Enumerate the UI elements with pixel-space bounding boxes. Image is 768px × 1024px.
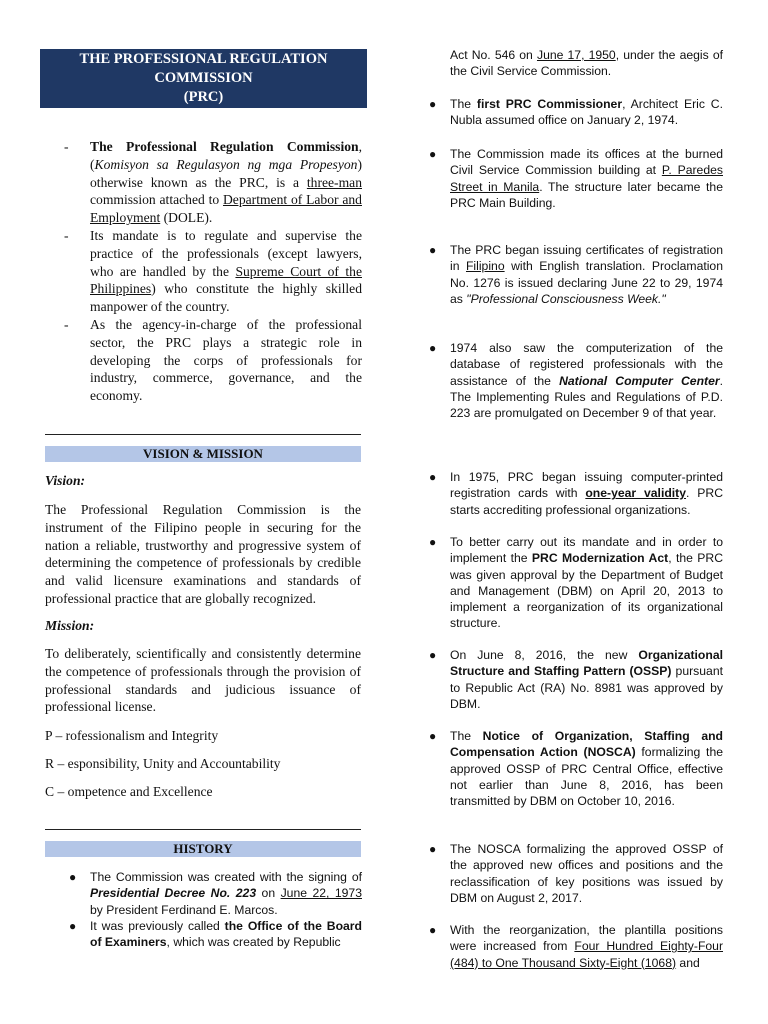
- intro-item: [64, 227, 362, 316]
- underlined-text: Four Hundred Eighty-Four (484) to One Thousand Sixty-Eight (1068): [450, 939, 723, 970]
- text: commission attached to: [90, 192, 223, 208]
- history-item: [426, 841, 723, 906]
- values-p: P – rofessionalism and Integrity: [45, 728, 219, 743]
- history-item: [426, 469, 723, 518]
- history-item: [426, 647, 723, 712]
- text: On June 8, 2016, the new: [450, 648, 639, 662]
- text: 1974 also saw the computerization of the database of registered professionals with the assistance of the: [450, 341, 723, 388]
- prc-filipino-name: Komisyon sa Regulasyon ng mga Propesyon: [94, 156, 358, 172]
- mission-label: Mission:: [45, 618, 95, 633]
- text: The Commission was created with the signing of: [90, 870, 362, 884]
- vision-mission-heading: VISION & MISSION: [45, 446, 361, 462]
- bullet-icon: ●: [429, 842, 437, 856]
- bold-text: PRC Modernization Act: [531, 551, 669, 566]
- vision-text: The Professional Regulation Commission is the instrument of the Filipino people in securing for the nation a reliable, trustworthy and progressive system of determining the competence of professionals by credible and valid licensure examinations and standards of professional practice that are globally recognized.: [45, 502, 361, 606]
- underlined-date: June 17, 1950: [536, 48, 616, 62]
- text: , which was created by Republic: [166, 935, 341, 950]
- document-title: [40, 49, 367, 108]
- decree-name: Presidential Decree No. 223: [90, 886, 257, 901]
- text: Act No. 546 on: [450, 48, 537, 62]
- text: ) otherwise known as the PRC, is a: [90, 156, 362, 190]
- bullet-icon: ●: [69, 918, 77, 933]
- underlined-text: P. Paredes Street in Manila: [450, 163, 723, 194]
- text: . The structure later became the PRC Main Building.: [450, 179, 723, 210]
- text: , Architect Eric C. Nubla assumed office on January 2, 1974.: [450, 97, 723, 128]
- values-r: R – esponsibility, Unity and Accountability: [45, 756, 281, 771]
- text: by President Ferdinand E. Marcos.: [90, 902, 278, 917]
- dash-marker: -: [64, 316, 69, 332]
- history-item: [426, 96, 723, 129]
- text: In 1975, PRC began issuing computer-printed registration cards with: [450, 470, 723, 501]
- text: pursuant to Republic Act (RA) No. 8981 was approved by DBM.: [450, 664, 723, 711]
- text: The Commission made its offices at the burned Civil Service Commission building at: [450, 147, 723, 178]
- vision-label: Vision:: [45, 473, 86, 488]
- intro-item: [64, 138, 362, 227]
- mission-text: To deliberately, scientifically and consistently determine the competence of professionals through the provision of professional standards and judicious issuance of professional license.: [45, 646, 361, 715]
- bold-text: first PRC Commissioner: [476, 97, 623, 111]
- history-item: [426, 922, 723, 971]
- bold-text: Notice of Organization, Staffing and Compensation Action (NOSCA): [450, 729, 723, 760]
- bullet-icon: ●: [429, 243, 437, 257]
- bullet-icon: ●: [429, 341, 437, 355]
- text: As the agency-in-charge of the professional sector, the PRC plays a strategic role in developing the corps of professionals for industry, commerce, governance, and the economy.: [90, 316, 362, 404]
- text: It was previously called: [90, 918, 225, 933]
- text: . The Implementing Rules and Regulations of P.D. 223 are promulgated on December 9 of that year.: [450, 373, 723, 421]
- text: Its mandate is to regulate and supervise the practice of the professionals (except lawyers, who are handled by the: [90, 227, 362, 279]
- bullet-icon: ●: [69, 870, 77, 884]
- underlined-text: Filipino: [465, 259, 505, 274]
- section-divider: [45, 829, 361, 830]
- title-line-3: (PRC): [183, 89, 224, 105]
- title-line-1: THE PROFESSIONAL REGULATION: [79, 51, 328, 67]
- underlined-date: June 22, 1973: [280, 886, 362, 901]
- text: The PRC began issuing certificates of registration in: [450, 243, 723, 274]
- intro-item: [64, 316, 362, 405]
- text: (DOLE).: [160, 210, 213, 226]
- text: ) who constitute the highly skilled manpower of the country.: [90, 281, 362, 315]
- bold-text: Organizational Structure and Staffing Pattern (OSSP): [450, 648, 723, 679]
- history-item: [66, 918, 362, 951]
- text: on: [256, 886, 281, 901]
- history-item: [426, 534, 723, 632]
- values-c: C – ompetence and Excellence: [45, 784, 213, 799]
- underlined-text: Supreme Court of the Philippines: [90, 263, 362, 297]
- history-item: [426, 242, 723, 307]
- text: . PRC starts accrediting professional organizations.: [450, 486, 723, 517]
- text: , (: [90, 139, 362, 172]
- section-divider: [45, 434, 361, 435]
- underlined-text: three-man: [306, 174, 362, 190]
- intro-list: [64, 138, 362, 405]
- text: with English translation. Proclamation No. 1276 is issued declaring June 22 to 29, 1974 as: [450, 259, 723, 306]
- bullet-icon: ●: [429, 729, 437, 743]
- history-list-left: [66, 869, 362, 950]
- text: To better carry out its mandate and in order to implement the: [450, 535, 723, 566]
- prc-name: The Professional Regulation Commission: [90, 139, 359, 154]
- text: With the reorganization, the plantilla positions were increased from: [450, 923, 723, 954]
- bullet-icon: ●: [429, 97, 437, 111]
- bullet-icon: ●: [429, 648, 437, 662]
- bold-italic-text: National Computer Center: [559, 373, 720, 388]
- bold-text: the Office of the Board of Examiners: [90, 918, 362, 950]
- bullet-icon: ●: [429, 470, 437, 484]
- title-line-2: COMMISSION: [154, 70, 253, 86]
- text: , under the aegis of the Civil Service Commission.: [450, 48, 723, 79]
- text: and: [676, 955, 700, 970]
- text: formalizing the approved OSSP of PRC Central Office, effective not earlier than June 8, 2016, has been transmitted by DBM on October 10, 2016.: [450, 745, 723, 809]
- dash-marker: -: [64, 227, 69, 243]
- text: The: [450, 97, 477, 111]
- bullet-icon: ●: [429, 923, 437, 937]
- history-item: [426, 340, 723, 421]
- underlined-text: Department of Labor and Employment: [90, 192, 362, 226]
- history-heading: HISTORY: [45, 841, 361, 857]
- italic-text: "Professional Consciousness Week.": [466, 291, 666, 306]
- bullet-icon: ●: [429, 147, 437, 161]
- history-item: [66, 869, 362, 918]
- dash-marker: -: [64, 139, 69, 154]
- history-item: [426, 728, 723, 809]
- history-item: [426, 146, 723, 211]
- text: The: [450, 729, 483, 743]
- bold-underlined-text: one-year validity: [585, 486, 687, 501]
- text: , the PRC was given approval by the Department of Budget and Management (DBM) on April 20, 2013 to implement a reorganization of its organizational structure.: [450, 551, 723, 631]
- text: The NOSCA formalizing the approved OSSP of the approved new offices and positions and the reclassification of key positions was issued by DBM on August 2, 2017.: [450, 842, 723, 905]
- bullet-icon: ●: [429, 535, 437, 549]
- history-continuation: [450, 47, 723, 80]
